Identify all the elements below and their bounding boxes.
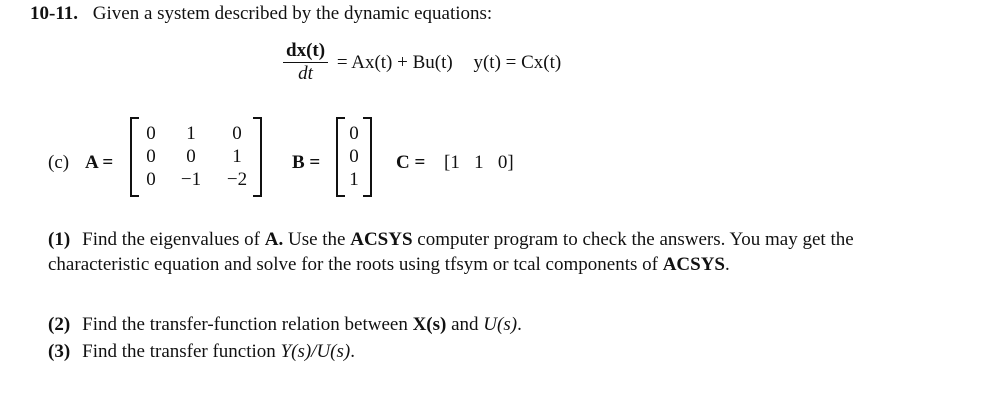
- matrix-a-cell: −2: [226, 169, 248, 190]
- question-3: [48, 339, 898, 364]
- matrix-a-cell: 0: [146, 169, 156, 190]
- state-equation-rhs: = Ax(t) + Bu(t): [336, 51, 453, 73]
- question-2-text: Find the transfer-function relation between X(s) and U(s).: [82, 314, 522, 335]
- matrix-b-cell: 0: [349, 146, 359, 167]
- dynamic-equation: [283, 40, 561, 85]
- matrix-c-label: C =: [396, 152, 426, 173]
- matrix-b: [336, 117, 372, 197]
- question-1-text: Find the eigenvalues of A. Use the ACSYS computer program to check the answers. You may get the characteristic equation and solve for the roots using tfsym or tcal components of ACSYS.: [48, 229, 854, 275]
- fraction-denominator: dt: [298, 63, 313, 84]
- matrix-a-cell: 0: [232, 123, 242, 144]
- matrix-a-cell: 1: [186, 123, 196, 144]
- part-label: (c): [48, 152, 70, 173]
- question-1-label: (1): [48, 229, 71, 250]
- question-2: [48, 312, 898, 337]
- matrix-c: [1 1 0]: [444, 152, 514, 173]
- question-3-text: Find the transfer function Y(s)/U(s).: [82, 341, 355, 362]
- matrix-a-right-bracket: [253, 117, 262, 197]
- matrix-b-cell: 1: [349, 169, 359, 190]
- matrix-b-label: B =: [292, 152, 321, 173]
- question-2-label: (2): [48, 314, 71, 335]
- matrix-a-cell: −1: [180, 169, 202, 190]
- problem-intro: Given a system described by the dynamic equations:: [92, 3, 493, 24]
- question-3-label: (3): [48, 341, 71, 362]
- matrix-a-cell: 0: [146, 123, 156, 144]
- output-equation: y(t) = Cx(t): [473, 51, 562, 73]
- matrix-a-label: A =: [85, 152, 114, 173]
- derivative-fraction: [283, 40, 328, 85]
- problem-heading: [30, 3, 492, 25]
- matrix-a-cell: 0: [146, 146, 156, 167]
- question-1: [48, 227, 898, 277]
- problem-number: 10-11.: [30, 3, 79, 24]
- fraction-numerator: dx(t): [283, 40, 328, 63]
- matrix-a-cell: 0: [186, 146, 196, 167]
- matrix-b-cell: 0: [349, 123, 359, 144]
- matrix-a: [130, 117, 262, 197]
- matrix-a-cell: 1: [232, 146, 242, 167]
